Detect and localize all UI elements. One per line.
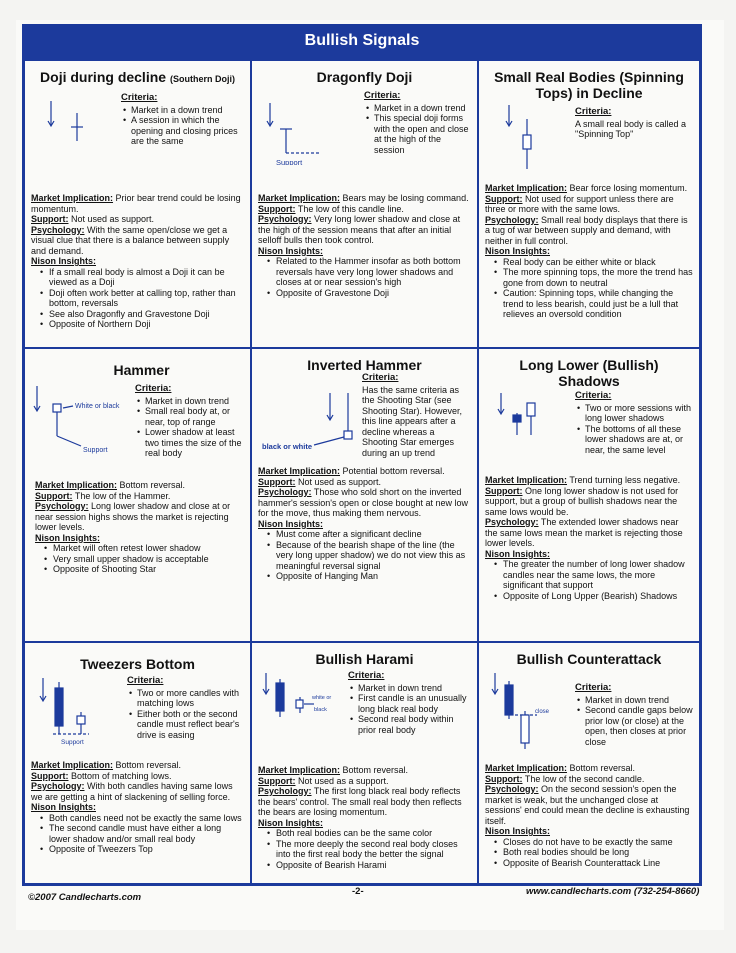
cell-title: Inverted Hammer [307, 357, 422, 373]
nison-item: • Both real bodies should be long [503, 847, 693, 858]
criteria-item: • Market in a down trend [374, 103, 471, 114]
figure-label: close [535, 709, 550, 715]
section-implication: Market Implication: Potential bottom reversal. [258, 466, 445, 476]
criteria-item: • Market in a down trend [131, 105, 244, 116]
section-implication: Market Implication: Bear force losing momentum. [485, 183, 688, 193]
criteria-heading: Criteria: [575, 390, 612, 401]
tweezers-figure [31, 676, 117, 754]
criteria-heading: Criteria: [135, 383, 172, 394]
criteria-item: • Market in down trend [585, 695, 693, 706]
nison-item: • Opposite of Hanging Man [276, 571, 471, 582]
section-support: Support: The low of the second candle. [485, 773, 645, 784]
cell-dragonfly-doji [252, 61, 479, 349]
nison-item: • Opposite of Tweezers Top [49, 844, 244, 855]
nison-item: • Real body can be either white or black [503, 257, 693, 268]
section-support: Support: The low of the Hammer. [35, 490, 171, 501]
criteria-item: • A session in which the opening and closing prices are the same [131, 115, 244, 147]
nison-item: • Opposite of Long Upper (Bearish) Shadows [503, 591, 693, 602]
section-implication: Market Implication: Bottom reversal. [258, 765, 409, 775]
section-support: Support: Not used for support unless there are three or more with the same lows. [485, 193, 674, 214]
criteria-heading: Criteria: [575, 682, 612, 693]
figure-label: black or white [262, 442, 313, 451]
cell-bullish-harami [252, 643, 479, 883]
section-psychology: Psychology: Those who sold short on the inverted hammer's session's open or close bought at new low for the move, thus making them nervous. [258, 487, 469, 518]
nison-item: • Both candles need not be exactly the same lows [49, 813, 244, 824]
cell-inverted-hammer [252, 349, 479, 643]
criteria-item: • Lower shadow at least two times the size of the real body [145, 427, 244, 459]
section-psychology: Psychology: The extended lower shadows near the same lows mean the market is rejecting those lower levels. [485, 517, 683, 548]
cell-title: Bullish Harami [315, 651, 414, 667]
criteria-item: • Market in down trend [145, 396, 244, 407]
criteria-item: • Small real body at, or near, top of range [145, 406, 244, 427]
criteria-item: • Two or more candles with matching lows [137, 688, 244, 709]
cell-title: Doji during decline (Southern Doji) [40, 69, 235, 85]
nison-item: • The more deeply the second real body closes into the first real body the better the signal [276, 839, 471, 860]
figure-label: white or [312, 695, 332, 701]
cell-title: Tweezers Bottom [80, 656, 195, 672]
criteria-item: • Either both or the second candle must reflect bear's drive is easing [137, 709, 244, 741]
cell-hammer [25, 349, 252, 643]
criteria-item: • Market in down trend [358, 683, 471, 694]
footer-page-number: -2- [352, 886, 364, 897]
cell-spinning-tops [479, 61, 699, 349]
cell-bullish-counterattack [479, 643, 699, 883]
nison-item: • Caution: Spinning tops, while changing the trend to less bearish, could just be a lull that relieves an oversold condition [503, 288, 693, 320]
criteria-item: • Second real body within prior real body [358, 714, 471, 735]
section-implication: Market Implication: Bottom reversal. [31, 760, 182, 770]
criteria-heading: Criteria: [575, 106, 612, 117]
section-support: Support: The low of this candle line. [258, 203, 404, 214]
nison-item: • Opposite of Northern Doji [49, 319, 244, 330]
nison-item: • The more spinning tops, the more the trend has gone from down to neutral [503, 267, 693, 288]
cell-long-lower-shadows [479, 349, 699, 643]
nison-item: • See also Dragonfly and Gravestone Doji [49, 309, 244, 320]
long-lower-shadows-figure [485, 391, 571, 469]
criteria-heading: Criteria: [362, 372, 399, 383]
nison-heading: Nison Insights: [31, 256, 96, 266]
footer-copyright: ©2007 Candlecharts.com [28, 892, 142, 903]
cell-title: Dragonfly Doji [316, 69, 413, 85]
section-support: Support: Not used as support. [258, 476, 382, 487]
doji-figure [31, 89, 117, 167]
cell-title: Bullish Counterattack [516, 651, 662, 667]
section-psychology: Psychology: Small real body displays that there is a tug of war between supply and demand, with neither in full control. [485, 214, 688, 246]
nison-item: • Because of the bearish shape of the line (the very long upper shadow) we do not view this as meaningful reversal signal [276, 540, 471, 572]
figure-label: Support [276, 158, 303, 165]
criteria-text: A small real body is called a "Spinning Top" [575, 118, 687, 139]
cell-title: Small Real Bodies (Spinning Tops) in Decline [494, 69, 684, 101]
nison-item: • Related to the Hammer insofar as both bottom reversals have very long lower shadows and closes at or near session's high [276, 256, 471, 288]
harami-figure [258, 671, 344, 749]
section-psychology: Psychology: Long lower shadow and close at or near session highs shows the market is rejecting lower levels. [35, 501, 231, 532]
criteria-item: • Second candle gaps below prior low (or close) at the open, then closes at prior close [585, 705, 693, 747]
criteria-heading: Criteria: [364, 90, 401, 101]
nison-heading: Nison Insights: [485, 826, 550, 836]
section-psychology: Psychology: The first long black real body reflects the bears' control. The small real body then reflects the bears are losing momentum. [258, 786, 462, 817]
nison-item: • Doji often work better at calling top, rather than bottom, reversals [49, 288, 244, 309]
counterattack-figure [485, 671, 571, 749]
footer-website[interactable]: www.candlecharts.com (732-254-8660) [526, 886, 700, 897]
inverted-hammer-figure [258, 373, 358, 451]
section-support: Support: Bottom of matching lows. [31, 770, 172, 781]
nison-item: • Opposite of Bearish Counterattack Line [503, 858, 693, 869]
signals-grid [22, 58, 702, 886]
nison-item: • Both real bodies can be the same color [276, 828, 471, 839]
section-psychology: Psychology: On the second session's open the market is weak, but the unchanged close at sessions' end could mean the decline is exhausting itself. [485, 784, 690, 826]
section-support: Support: Not used as support. [31, 214, 155, 224]
section-implication: Market Implication: Bears may be losing command. [258, 193, 469, 203]
page-banner: Bullish Signals [22, 24, 702, 58]
nison-item: • Opposite of Bearish Harami [276, 860, 471, 871]
nison-item: • Opposite of Shooting Star [53, 564, 244, 575]
nison-item: • Very small upper shadow is acceptable [53, 554, 244, 565]
nison-heading: Nison Insights: [485, 246, 550, 256]
nison-item: • The second candle must have either a long lower shadow and/or small real body [49, 823, 244, 844]
criteria-item: • Two or more sessions with long lower shadows [585, 403, 693, 424]
nison-item: • Market will often retest lower shadow [53, 543, 244, 554]
cell-tweezers-bottom [25, 643, 252, 883]
figure-label: black [314, 707, 327, 713]
section-support: Support: One long lower shadow is not used for support, but a group of bullish shadows near the same lows would be. [485, 485, 679, 517]
section-psychology: Psychology: Very long lower shadow and close at the high of the session means that after an initial selloff bulls then took control. [258, 214, 461, 245]
nison-item: • Closes do not have to be exactly the same [503, 837, 693, 848]
figure-label: Support [83, 447, 108, 454]
nison-heading: Nison Insights: [31, 802, 96, 812]
criteria-heading: Criteria: [348, 670, 385, 681]
section-implication: Market Implication: Prior bear trend could be losing momentum. [31, 193, 241, 214]
section-psychology: Psychology: With the same open/close we get a visual clue that there is a balance between supply and demand. [31, 224, 230, 256]
section-implication: Market Implication: Bottom reversal. [35, 480, 186, 490]
section-implication: Market Implication: Bottom reversal. [485, 763, 636, 773]
nison-item: • Opposite of Gravestone Doji [276, 288, 471, 299]
dragonfly-figure [258, 87, 344, 165]
criteria-item: • This special doji forms with the open and close at the high of the session [374, 113, 471, 155]
cell-title: Hammer [113, 362, 170, 378]
section-implication: Market Implication: Trend turning less negative. [485, 475, 681, 485]
criteria-item: • The bottoms of all these lower shadows are at, or near, the same level [585, 424, 693, 456]
criteria-heading: Criteria: [127, 675, 164, 686]
nison-heading: Nison Insights: [258, 817, 323, 828]
nison-heading: Nison Insights: [35, 532, 100, 543]
nison-item: • If a small real body is almost a Doji it can be viewed as a Doji [49, 267, 244, 288]
hammer-figure [31, 384, 131, 462]
section-support: Support: Not used as a support. [258, 775, 389, 786]
nison-item: • The greater the number of long lower shadow candles near the same lows, the more significant that support [503, 559, 693, 591]
cell-title: Long Lower (Bullish) Shadows [519, 357, 659, 389]
cell-doji-during-decline [25, 61, 252, 349]
spinning-top-figure [485, 103, 571, 181]
nison-item: • Must come after a significant decline [276, 529, 471, 540]
figure-label: White or black [75, 403, 120, 410]
figure-label: Support [61, 739, 84, 746]
criteria-text: Has the same criteria as the Shooting Star (see Shooting Star). However, this line appears after a decline whereas a Shooting Star emerges during an up trend [362, 384, 463, 458]
criteria-heading: Criteria: [121, 92, 158, 103]
nison-heading: Nison Insights: [258, 245, 323, 256]
nison-heading: Nison Insights: [258, 518, 323, 529]
nison-heading: Nison Insights: [485, 548, 550, 559]
section-psychology: Psychology: With both candles having same lows we are getting a hint of slackening of selling force. [31, 781, 233, 802]
criteria-item: • First candle is an unusually long black real body [358, 693, 471, 714]
